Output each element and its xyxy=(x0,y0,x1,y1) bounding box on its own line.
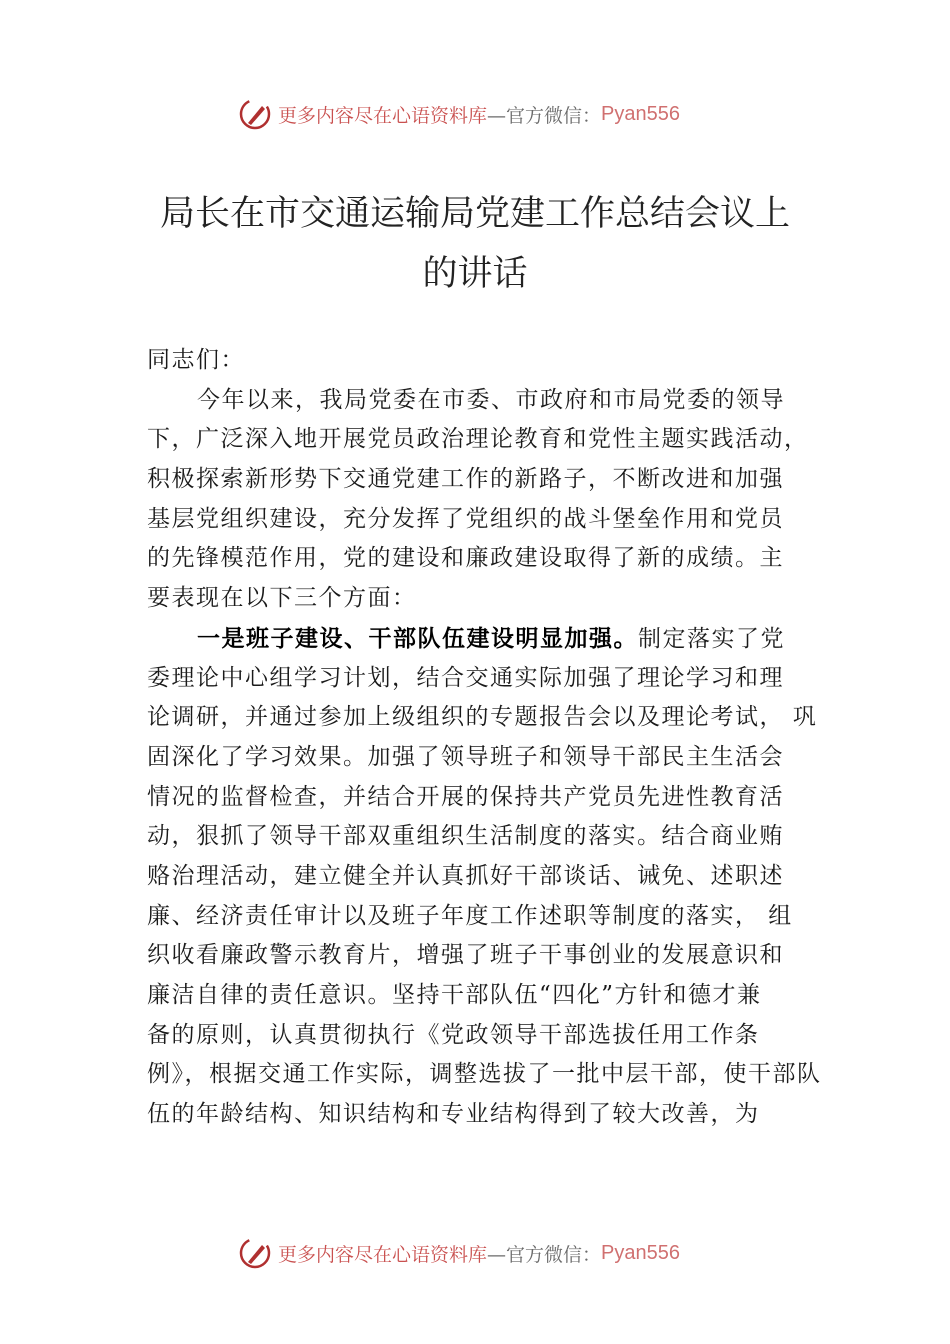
watermark-wechat-label: —官方微信： xyxy=(487,1243,602,1266)
text-line: 例》，根据交通工作实际，调整选拔了一批中层干部，使干部队 xyxy=(147,1061,822,1088)
text-span: 制定落实了党 xyxy=(638,625,785,652)
watermark-wechat-id: Pyan556 xyxy=(601,1241,680,1264)
footer-watermark xyxy=(238,1236,680,1270)
watermark-text: 更多内容尽在心语资料库 xyxy=(278,1243,488,1266)
text-line: 积极探索新形势下交通党建工作的新路子，不断改进和加强 xyxy=(147,466,784,493)
text-line: 备的原则，认真贯彻执行《党政领导干部选拔任用工作条 xyxy=(147,1021,760,1048)
text-line: 伍的年龄结构、知识结构和专业结构得到了较大改善，为 xyxy=(147,1101,760,1128)
title-line: 局长在市交通运输局党建工作总结会议上 xyxy=(159,194,790,234)
text-line: 固深化了学习效果。加强了领导班子和领导干部民主生活会 xyxy=(147,743,784,770)
title-line: 的讲话 xyxy=(422,254,528,294)
text-line: 要表现在以下三个方面： xyxy=(147,585,417,612)
text-line: 论调研，并通过参加上级组织的专题报告会以及理论考试， 巩 xyxy=(147,704,818,731)
salutation: 同志们： xyxy=(147,347,245,373)
text-line: 委理论中心组学习计划，结合交通实际加强了理论学习和理 xyxy=(147,664,784,691)
pen-logo-icon xyxy=(238,97,272,131)
watermark-text: 更多内容尽在心语资料库 xyxy=(278,104,488,127)
text-line: 基层党组织建设，充分发挥了党组织的战斗堡垒作用和党员 xyxy=(147,505,784,532)
text-line: 赂治理活动，建立健全并认真抓好干部谈话、诫免、述职述 xyxy=(147,862,784,889)
watermark-wechat-id: Pyan556 xyxy=(601,102,680,125)
text-line: 今年以来，我局党委在市委、市政府和市局党委的领导 xyxy=(197,386,785,413)
document-title xyxy=(0,184,950,304)
section-heading: 一是班子建设、干部队伍建设明显加强。 xyxy=(197,624,638,652)
text-line: 动，狠抓了领导干部双重组织生活制度的落实。结合商业贿 xyxy=(147,823,784,850)
text-line: 廉洁自律的责任意识。坚持干部队伍“四化”方针和德才兼 xyxy=(147,982,762,1008)
text-line xyxy=(147,619,827,659)
pen-logo-icon xyxy=(238,1236,272,1270)
text-line: 廉、经济责任审计以及班子年度工作述职等制度的落实， 组 xyxy=(147,902,793,929)
text-line: 的先锋模范作用，党的建设和廉政建设取得了新的成绩。主 xyxy=(147,545,784,572)
document-body xyxy=(147,341,827,1135)
text-line: 下，广泛深入地开展党员政治理论教育和党性主题实践活动， xyxy=(147,426,809,453)
watermark-wechat-label: —官方微信： xyxy=(487,104,602,127)
header-watermark xyxy=(238,97,680,131)
text-line: 织收看廉政警示教育片，增强了班子干事创业的发展意识和 xyxy=(147,942,784,969)
text-line: 情况的监督检查，并结合开展的保持共产党员先进性教育活 xyxy=(147,783,784,810)
